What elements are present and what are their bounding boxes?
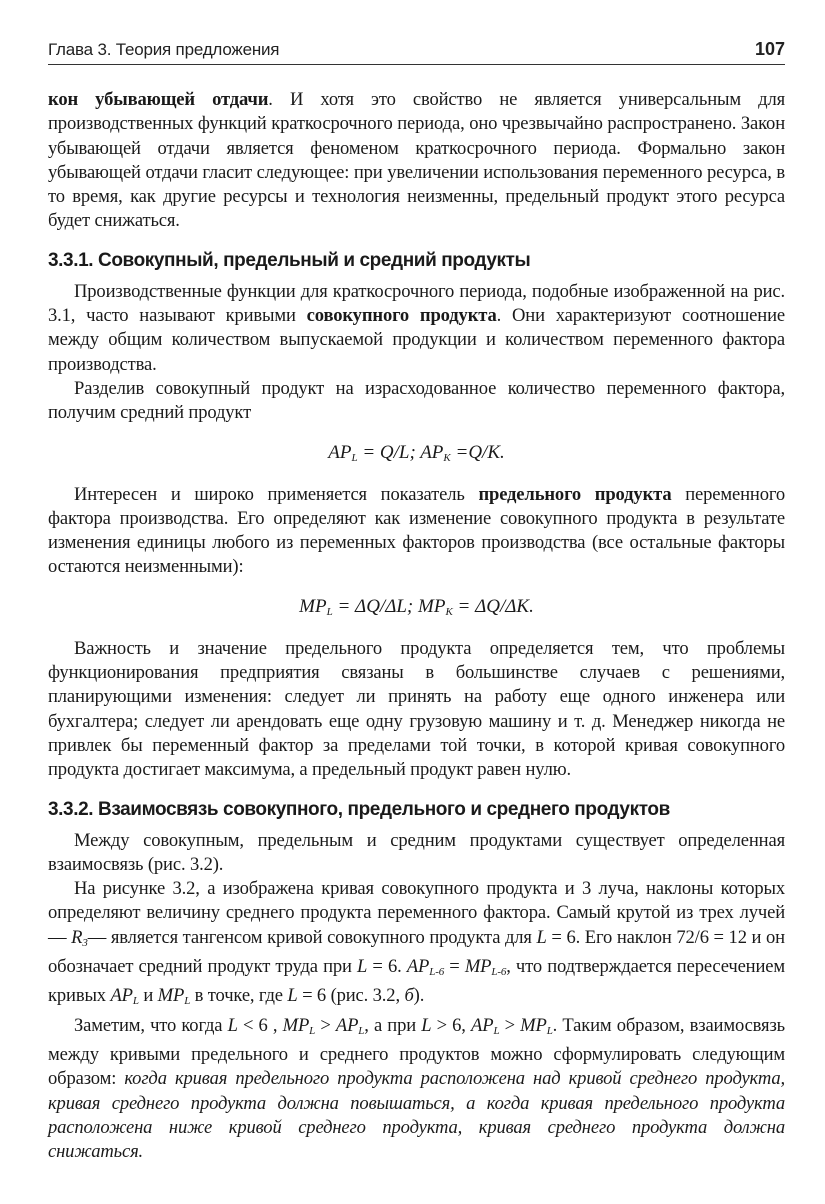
- italic-conclusion: когда кривая предельного продукта расположена над кривой среднего продукта, кривая среднего продукта должна повышаться, а когда кривая предельного продукта расположена ниже кривой среднего продукта, кривая среднего продукта должна снижаться.: [48, 1068, 786, 1163]
- section-heading-3-3-1: 3.3.1. Совокупный, предельный и средний продукты: [48, 249, 531, 271]
- formula-average-product: $AP_L = Q/L$; $AP_K =Q/K$.: [328, 441, 505, 464]
- chapter-title: Глава 3. Теория предложения: [48, 40, 280, 59]
- formula-marginal-product: $MP_L = \Delta Q/\Delta L$; $MP_K = \Delta Q/\Delta K$.: [299, 595, 534, 618]
- paragraph-figure-description: На рисунке 3.2, а изображена кривая совокупного продукта и 3 луча, наклоны которых определяют величину среднего продукта переменного фактора. Самый крутой из трех лучей — $R_3—$ является тангенсом кривой совокупного продукта для L = 6. Его наклон 72/6 = 12 и он обозначает средний продукт труда при L = 6. $AP_{L-6} = MP_{L-6}$, что подтверждается пересечением кривых $AP_L$ и $MP_L$ в точке, где L = 6 (рис. 3.2, б).: [48, 878, 786, 1008]
- paragraph-total-product: Производственные функции для краткосрочного периода, подобные изображенной на рис. 3.1, часто называют кривыми совокупного продукта. Они характеризуют соотношение между общим количеством выпускаемой продукции и количеством переменного фактора производства.: [48, 280, 785, 375]
- paragraph-marginal-product: Интересен и широко применяется показатель предельного продукта переменного фактора производства. Его определяют как изменение совокупного продукта в результате изменения единицы любого из переменных факторов производства (все остальные факторы остаются неизменными):: [48, 483, 786, 578]
- bold-term: совокупного продукта: [306, 305, 497, 327]
- paragraph-relationship: Между совокупным, предельным и средним продуктами существует определенная взаимосвязь (рис. 3.2).: [48, 829, 785, 875]
- page-body: [48, 88, 785, 1164]
- section-heading-3-3-2: 3.3.2. Взаимосвязь совокупного, предельного и среднего продуктов: [48, 798, 670, 820]
- paragraph-average-product: Разделив совокупный продукт на израсходованное количество переменного фактора, получим средний продукт: [48, 377, 785, 424]
- running-header: [48, 38, 785, 65]
- paragraph-importance: Важность и значение предельного продукта определяется тем, что проблемы функционирования предприятия связаны в большинстве случаев с решениями, планирующими изменения: следует ли принять на работу еще одного инженера или бухгалтера; следует ли арендовать еще одну грузовую машину и т. д. Менеджер никогда не привлек бы переменный фактор за пределами той точки, в которой кривая совокупного продукта достигает максимума, а предельный продукт равен нулю.: [48, 637, 785, 781]
- paragraph-conclusion: Заметим, что когда L < 6 , $MP_L > AP_L$, а при L > 6, $AP_L > MP_L$. Таким образом, взаимосвязь между кривыми предельного и среднего продуктов можно сформулировать следующим образом: когда кривая предельного продукта расположена над кривой среднего продукта, кривая среднего продукта должна повышаться, а когда кривая предельного продукта расположена ниже кривой среднего продукта, кривая среднего продукта должна снижаться.: [48, 1014, 786, 1163]
- paragraph-law-of-diminishing-returns: кон убывающей отдачи. И хотя это свойство не является универсальным для производственных функций краткосрочного периода, оно чрезвычайно распространено. Закон убывающей отдачи является феноменом краткосрочного периода. Формально закон убывающей отдачи гласит следующее: при увеличении использования переменного ресурса, в то время, как другие ресурсы и технология неизменны, предельный продукт этого ресурса будет снижаться.: [48, 89, 785, 232]
- bold-term: кон убывающей отдачи: [48, 89, 269, 110]
- page-number: 107: [754, 39, 785, 59]
- bold-term: предельного продукта: [478, 483, 672, 505]
